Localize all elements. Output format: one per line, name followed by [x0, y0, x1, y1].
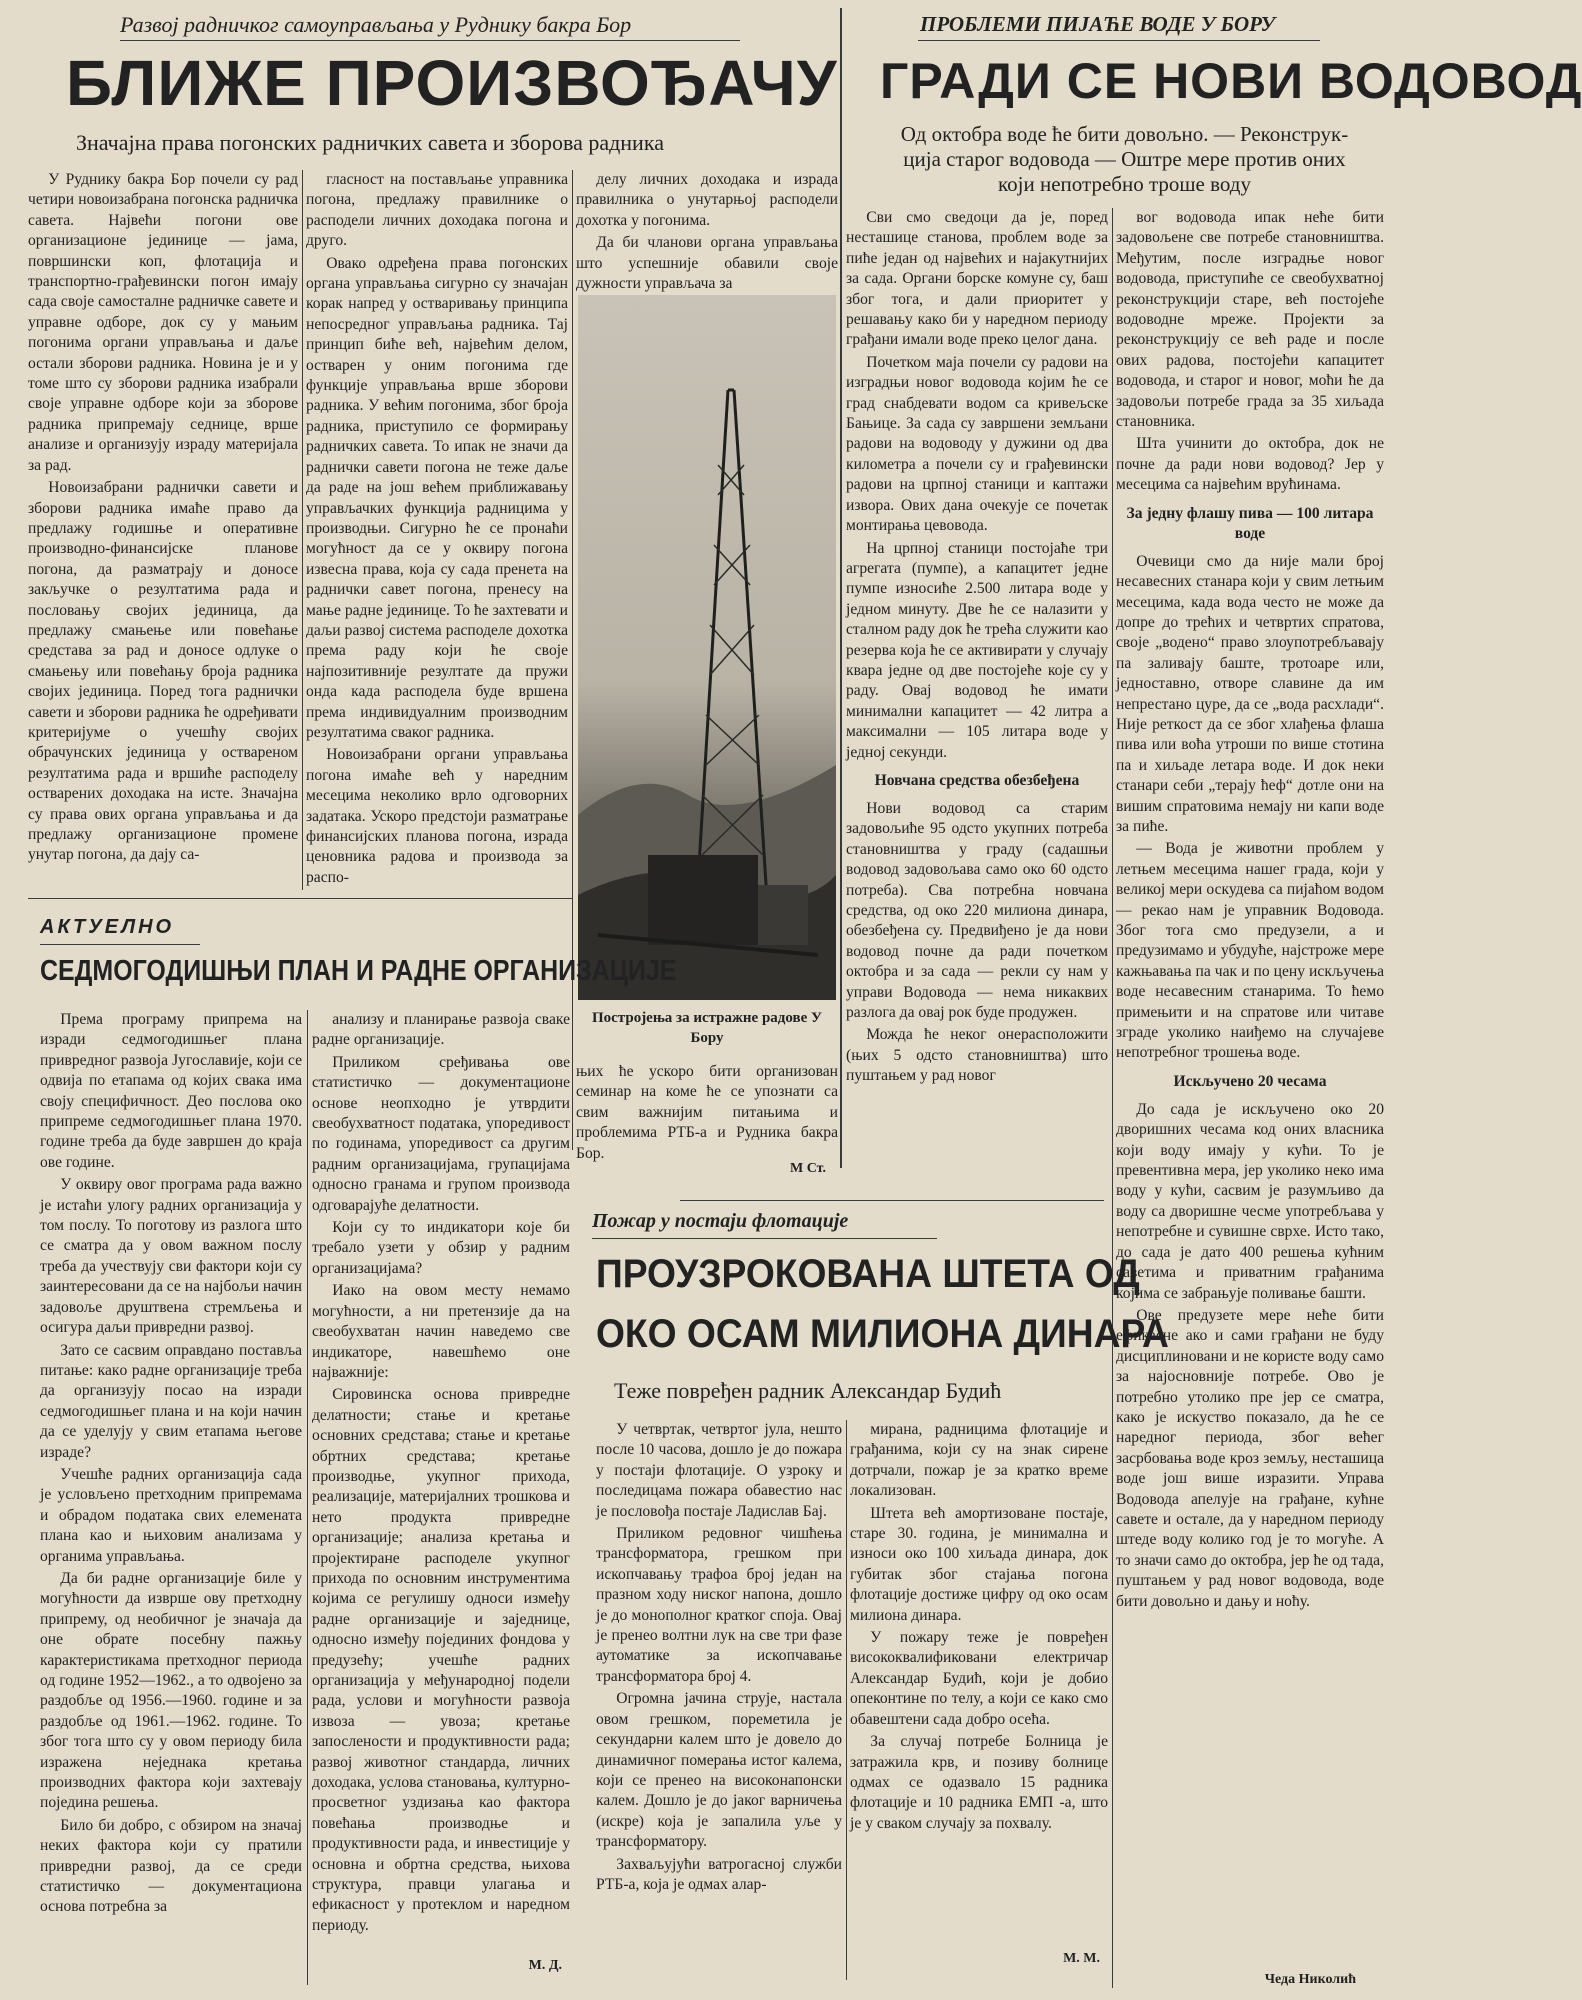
section-divider — [28, 898, 572, 899]
article2-subhead — [852, 122, 1397, 197]
article1-headline: БЛИЖЕ ПРОИЗВОЂАЧУ — [66, 47, 838, 119]
article1-kicker-rule — [120, 40, 740, 41]
column-divider — [1112, 208, 1113, 1988]
paragraph: — Вода је животни проблем у летњем месецима нашег града, који у великој мери оскудева са пијаћом водом — рекао нам је управник Водовода. Због тога смо предузели, а и предузимамо и убудуће, најстроже мере кажњавања па чак и по цену искључења воде несавесним станарима. То ћемо примењити и на спратове или читаве зграде уколико наиђемо на случајеве непотребног трошења воде. — [1116, 840, 1384, 1062]
photo-caption: Постројења за истражне радове У Бору — [591, 1010, 823, 1046]
subhead-line: ција старог водовода — Оштре мере против оних — [903, 147, 1346, 171]
column-divider — [572, 170, 573, 1150]
paragraph: Приликом сређивања ове статистичко — документационе основе неопходно је утврдити свеобухватност података, упоредивост по годинама, упоредивост са другим радним организацијама, групацијама односно гранама и групом производа одговарајуће делатности. — [312, 1053, 570, 1214]
paragraph: Нови водовод са старим задовољиће 95 одсто укупних потреба становништва у граду (садашњи водовод задовољава само око 60 одсто потреба). Сва потребна новчана средства, од око 220 милиона динара, обезбеђена су. Предвиђено је да нови водовод почне да ради почетком октобра и за сада — рекли су нам у управи Водовода — нема никаквих разлога да овај рок буде продужен. — [846, 799, 1108, 1022]
paragraph: Штета већ амортизоване постаје, старе 30. година, је минимална и износи око 100 хиљада динара, док губитак због стајања погона флотације достиже цифру од око осам милиона динара. — [850, 1504, 1108, 1624]
column-divider — [846, 1420, 847, 1980]
paragraph: Очевици смо да није мали број несавесних станара који у свим летњим месецима, када вода често не може да допре до трећих и четвртих спратова, своје „водено“ право злоупотребљавају па заливају баште, тротоаре или, једноставно, отворе славине да им непрестано цуре, да се „вода расхлади“. Није реткост да се због хлађења флаша пива или воћа утроши по више стотина па и хиљаде летара воде. И док неки станари себи „терају ћеф“ дотле они на вишим спратовима немају ни капи воде за пиће. — [1116, 552, 1384, 835]
paragraph: Приликом редовног чишћења трансформатора, грешком при ископчавању трафоа број један на празном ходу ниског напона, дошло је до монополног кратког споја. Овај је пренео волтни лук на све три фазе аутоматике за ископчавање трансформатора број 4. — [596, 1525, 842, 1685]
article4-column-2 — [850, 1420, 1108, 1920]
article1-signature: М Ст. — [790, 1161, 826, 1176]
paragraph: У пожару теже је повређен висококвалификовани електричар Александар Будић, који је добио опеконтине по телу, а који се како смо обавештени сада добро осећа. — [850, 1629, 1108, 1728]
article3-kicker-rule — [40, 944, 200, 945]
paragraph: Ове предузете мере неће бити ефикасне ако и сами грађани не буду дисциплиновани и не користе воду само за најосновније потребе. Ово је потребно утолико пре јер се сматра, како је искуство показало, да ће се наредног периода, због већег засрбовања воде кроз земљу, несташица воде још више изразити. Управа Водовода апелује на грађане, кућне савете и остале, да у наредном периоду штеде воду колико год је то могуће. А то значи само до октобра, јер ће од тада, пуштањем у рад новог водовода, воде бити довољно и дању и ноћу. — [1116, 1306, 1384, 1610]
article1-kicker: Развој радничког самоуправљања у Руднику бакра Бор — [120, 12, 632, 37]
article3-headline: СЕДМОГОДИШЊИ ПЛАН И РАДНЕ ОРГАНИЗАЦИЈЕ — [40, 955, 677, 987]
paragraph: Било би добро, с обзиром на значај неких фактора који су пратили привредни развој, да се среди статистичко — документациона основа потребна за — [40, 1816, 302, 1916]
article4-column-1 — [596, 1420, 842, 1980]
article2-signature: Чеда Николић — [1264, 1972, 1356, 1987]
paragraph: Да би чланови органа управљања што успешније обавили своје дужности управљача за — [576, 234, 838, 293]
paragraph: Новоизабрани раднички савети и зборови радника имаће право да предлажу годишње и оперативне производно-финансијске планове погона, да разматрају и доносе закључке о резултатима рада и пословању својих јединица, да предлажу смањење или повећање средстава за рад и доносе одлуке о смањењу или повећању броја радника својих јединица. Поред тога раднички савети и зборови радника ће одређивати критеријуме о учешћу својих обрачунских јединица у оствареном резултатима рада и вршиће расподелу остварених доходака на исте. Значајна су права ових органа управљања и да предлажу организационе промене унутар погона, да дају са- — [28, 479, 298, 864]
article2-kicker: ПРОБЛЕМИ ПИЈАЋЕ ВОДЕ У БОРУ — [920, 12, 1276, 36]
paragraph: Који су то индикатори које би требало узети у обзир у радним организацијама? — [312, 1219, 570, 1277]
paragraph: До сада је искључено око 20 дворишних чесама код оних власника који воду имају у кући. То је превентивна мера, јер уколико нeко има воду у кући, сасвим је разумљиво да воду са дворишне чесме употребљава у непотребне и сувишне сврхе. Исто тако, до сада је дато 400 решења кућним саветима и приватним грађанима којима се забрањује поливање башти. — [1116, 1100, 1384, 1302]
paragraph: Сировинска основа привредне делатности; стање и кретање основних средстава; стање и кретање обртних средстава; кретање производње, укупног прихода, реализације, материјалних трошкова и нето продукта привредне организације; анализа кретања и пројектиране расподеле укупног прихода по основним инструментима којима се регулишу односи између радне организације и заједнице, односно између појединих фондова у предузећу; учешће радних организација у међународној подели рада, услови и могућности развоја извоза — увоза; кретање запослености и продуктивности рада; развој животног стандарда, личних доходака, услова становања, културно-просветног уздизања као фактора повећања производње и продуктивности рада, и инвестиције у основна и обртна средства, њихова структура, правци улагања и ефикасност у протеклом и наредном периоду. — [312, 1386, 570, 1934]
drilling-rig-illustration — [578, 295, 836, 1000]
subheading: Искључено 20 чесама — [1173, 1072, 1327, 1090]
article4-signature: М. М. — [1063, 1951, 1100, 1966]
column-divider — [307, 1010, 308, 1985]
paragraph: гласност на постављање управника погона, предлажу правилнике о расподели личних доходака погона и друго. — [306, 171, 568, 250]
article2-column-1 — [846, 208, 1108, 1158]
column-divider — [302, 170, 303, 890]
article1-column-3-top — [576, 170, 838, 293]
article1-column-1 — [28, 170, 298, 890]
paragraph: Шта учинити до октобра, док не почне да ради нови водовод? Јер у месецима са највећим врућинама. — [1116, 435, 1384, 494]
article3-column-1 — [40, 1010, 302, 1960]
article2-kicker-rule — [918, 40, 1320, 41]
article4-subhead: Теже повређен радник Александар Будић — [614, 1378, 1002, 1403]
paragraph: Да би радне организације биле у могућности да изврше ову претходну припрему, од необичног је значаја да оне обрате посебну пажњу карактеристикама претходног периода од године 1952—1962., а то одвојено за раздобље од 1956.—1960. године и за раздобље од 1961.—1962. године. То због тога што су у овом периоду била изражена неједнака кретања производних фактора који захтевају поједина решења. — [40, 1569, 302, 1812]
subheading: За једну флашу пива — 100 литара воде — [1126, 504, 1374, 542]
section-divider — [680, 1200, 1104, 1201]
paragraph: У Руднику бакра Бор почели су рад четири новоизабрана погонска радничка савета. Највећи погони ове организационе јединице — јама, површински коп, флотација и транспортно-грађевински погон имају сада своје самосталне радничке савете и управне одборе, док су у мањим погонима органи управљања и даље остали збoрови радника. Новина је и у томе што су зборови радника изабрали своје управне одборе који за зборове радника припремају седнице, врше анализе и организују израду материјала за рад. — [28, 171, 298, 474]
subhead-line: Од октобра воде ће бити довољно. — Реконструк- — [900, 122, 1349, 146]
subhead-line: који непотребно троше воду — [998, 172, 1251, 196]
paragraph: Захваљујући ватрогасној служби РТБ-а, која је одмах алар- — [596, 1855, 842, 1893]
paragraph: Према програму припрема на изради седмогодишњег плана привредног развоја Југославије, који се одвија по етапама од којих свака има своју специфичност. Део послова око припреме седмогодишњег плана 1970. године треба да буде завршен до краја ове године. — [40, 1011, 302, 1171]
paragraph: Огромна јачина струје, настала овом грешком, пореметила је секундарни калем што је довело до динамичног померања истог калема, који се пренео на високонапонски калем. Дошло је до јаког варничења (искре) која је запалила уље у трансформатору. — [596, 1690, 842, 1851]
article4-kicker-rule — [592, 1238, 937, 1239]
paragraph: вог водовода ипак неће бити задовољене све потребе становништва. Међутим, после изградње новог водовода, приступиће се свеобухватној реконструкцији старе, већ постојеће водоводне мреже. Пројекти за реконструкцију се већ раде и после ових радова, постојећи капацитет водовода, и старог и новог, моћи ће да задовољи потребе града за 35 хиљада становника. — [1116, 209, 1384, 431]
paragraph: Можда ће неког онерасположити (њих 5 одсто становништва) што пуштањем у рад новог — [846, 1026, 1108, 1085]
paragraph: мирана, радницима флотације и грађанима, који су на знак сирене дотрчали, пожар је за кратко време локализован. — [850, 1421, 1108, 1500]
drilling-rig-photo — [578, 295, 836, 1000]
article1-column-2 — [306, 170, 568, 890]
paragraph: Иако на овом месту немамо могућности, а ни претензије да на свеобухватан начин наведемо све индикаторе, навешћемо оне најважније: — [312, 1282, 570, 1381]
article2-headline: ГРАДИ СЕ НОВИ ВОДОВОД — [880, 53, 1582, 109]
paragraph: делу личних доходака и израда правилника о унутарњој расподели дохотка у погонима. — [576, 171, 838, 229]
paragraph: У оквиру овог програма рада важно је истаћи улогу радних организација у том послу. То поготову из разлога што се сматра да у овом важном послу треба да учествују сви фактори који су заинтересовани да се на најбољи начин задовоље друштвена стремљења и осигура даљи привредни развој. — [40, 1176, 302, 1337]
article4-headline-line-1: ПРОУЗРОКОВАНА ШТЕТА ОД — [596, 1252, 1140, 1296]
paragraph: Сви смо сведоци да је, поред несташице станова, проблем воде за пиће један од највећих и најакутнијих за сада. Органи борске комуне су, баш због тога, и дали приоритет у решавању како би у наредном периоду грађани имали воде преко целог дана. — [846, 209, 1108, 349]
article3-signature: М. Д. — [528, 1958, 562, 1973]
paragraph: Новоизабрани органи управљања погона имаће већ у наредним месецима неколико врло одговорних задатака. Ускоро предстоји разматрање финансијских планова погона, израда ценовника радова и производа за распо- — [306, 746, 568, 886]
paragraph: Зато се сасвим оправдано поставља питање: какo радне организације треба да организују посао на изради седмогодишњег плана и на који начин да се уделују у свим етапама његове израде? — [40, 1341, 302, 1461]
article1-subhead: Значајна права погонских радничких савета и зборова радника — [76, 130, 664, 155]
article3-kicker: АКТУЕЛНО — [40, 916, 175, 938]
paragraph: Овако одређена права погонских органа управљања сигурно су значајан корак напред у остваривању принципа непосредног управљања радника. Тај принцип биће већ, највећим делом, остварен у оним погонима где функције управљања врше зборови радника. У већим погонима, због броја радника, приступило се формирању радничких савета. То ипак не значи да раднички савети погона не теже даље да раде на још већем приближавању управљачких функција радницима у производњи. Сигурно ће се пронаћи могућност да се у оквиру погона извесна права, која су сада пренета на раднички савет погона, пренесу на мање радне јединице. То ће захтевати и даљи развој система расподеле дохотка према раду који ће своје најпозитивније резултате да пружи онда када расподела буде вршена према индивидуалним производним резултатима сваког радника. — [306, 254, 568, 741]
article4-kicker: Пожар у постаји флотације — [592, 1210, 849, 1232]
paragraph: Учешће радних организација сада је условљено претходним припремама и обрадом података свих елемената плана као и њиховим анализама у органима управљања. — [40, 1465, 302, 1565]
article4-headline-line-2: ОКО ОСАМ МИЛИОНА ДИНАРА — [596, 1312, 1169, 1356]
subheading: Новчана средства обезбеђена — [874, 771, 1080, 789]
article2-column-2 — [1116, 208, 1384, 1960]
paragraph: У четвртак, четвртог јула, нешто после 10 часова, дошло је до пожара у постаји флотације. О узроку и последицама пожара обавестио нас је пословођа постаје Ладислав Бај. — [596, 1421, 842, 1520]
paragraph: анализу и планирање развоја сваке радне организације. — [312, 1011, 570, 1049]
article1-column-3-bottom — [576, 1062, 838, 1162]
section-divider — [840, 8, 842, 1168]
paragraph: Почетком маја почели су радови на изградњи новог водовода којим ће се град снабдевати водом са кривељске Бањице. За сада су завршени земљани радови на водоводу у дужини од два километра а почели су и грађевински радови на црпној станици и каптажи извора. Ових дана очекује се почетак монтирања цевовода. — [846, 353, 1108, 535]
paragraph: На црпној станици постојаће три агрегата (пумпе), а капацитет једне пумпе износиће 2.500 литара воде у једном минуту. Две ће се налазити у сталном раду док ће трећа служити као резерва која ће се активирати у случају квара једне од две постојеће које су у раду. Овај водовод ће имати минимални капацитет — 42 литра а максимални — 105 литара воде у једној секунди. — [846, 539, 1108, 761]
paragraph: њих ће ускоро бити организован семинар на коме ће се упознати са свим важнијим питањима и проблемима РТБ-а и Рудника бакра Бор. — [576, 1063, 838, 1162]
paragraph: За случај потребе Болница је затражила крв, и позиву болнице одмах се одазвало 15 радника флотације и 10 радника ЕМП -а, што је у сваком случају за похвалу. — [850, 1733, 1108, 1832]
article3-column-2 — [312, 1010, 570, 1940]
